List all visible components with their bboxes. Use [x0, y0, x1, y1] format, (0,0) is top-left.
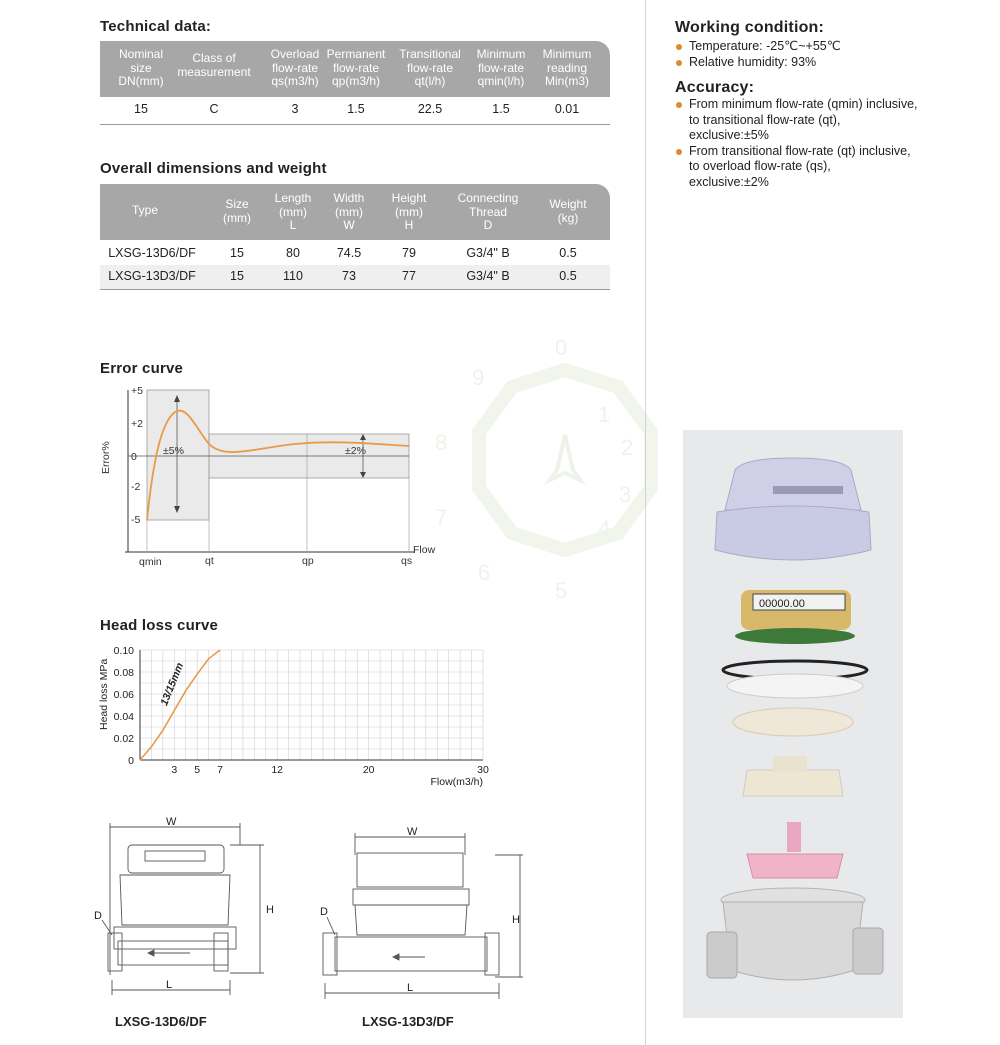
- error-y-tick: +2: [131, 418, 143, 430]
- column-divider: [645, 0, 646, 1045]
- drawing-label-left: LXSG-13D6/DF: [115, 1014, 207, 1029]
- error-y-tick: +5: [131, 385, 143, 397]
- series-label: 13/15mm: [158, 661, 187, 708]
- td-cell: G3/4" B: [466, 269, 510, 283]
- dim-h: H: [512, 914, 520, 926]
- drawing-lxsg-13d6: [90, 815, 280, 1005]
- dimensions-header: [100, 184, 610, 240]
- td-cell: 80: [286, 246, 300, 260]
- th-overload-flow: Overload flow-rate qs(m3/h): [270, 47, 320, 88]
- dim-l: L: [407, 982, 414, 994]
- table-bottom-rule: [100, 124, 610, 125]
- td-cell: 0.5: [559, 246, 577, 260]
- dial-digit: 2: [621, 435, 634, 460]
- th-class: Class of measurement: [177, 51, 251, 79]
- td-cell: 15: [230, 269, 244, 283]
- dial-watermark: [435, 330, 675, 610]
- th-weight: Weight (kg): [549, 197, 587, 225]
- bullet-dot: [676, 149, 682, 155]
- head-loss-chart: [95, 638, 505, 793]
- td-type: LXSG-13D3/DF: [108, 269, 196, 283]
- exploded-view-photo: [683, 430, 903, 1018]
- th-nominal-size: Nominal size DN(mm): [118, 47, 164, 88]
- working-condition-title: Working condition:: [675, 19, 825, 36]
- list-item: From transitional flow-rate (qt) inclusive, to overload flow-rate (qs), exclusive:±2%: [675, 144, 975, 191]
- td-cell: 110: [283, 269, 303, 283]
- x-tick-label: 7: [217, 764, 223, 776]
- accuracy-title: Accuracy:: [675, 79, 755, 96]
- dial-digit: 5: [555, 578, 568, 603]
- dim-w: W: [166, 816, 177, 828]
- th-length: Length (mm) L: [274, 191, 312, 232]
- dim-d: D: [94, 910, 102, 922]
- dial-digit: 1: [598, 402, 611, 427]
- td-cell: C: [209, 102, 219, 116]
- td-cell: 3: [291, 102, 299, 116]
- th-width: Width (mm) W: [333, 191, 365, 232]
- td-cell: 15: [134, 102, 148, 116]
- error-y-label: Error%: [100, 441, 112, 474]
- technical-data-title: Technical data:: [100, 18, 212, 35]
- th-height: Height (mm) H: [391, 191, 427, 232]
- x-tick-label: 5: [194, 764, 201, 776]
- td-cell: 74.5: [336, 246, 362, 260]
- error-x-tick: qmin: [139, 556, 162, 568]
- th-minimum-flow: Minimum flow-rate qmin(l/h): [476, 47, 526, 88]
- dim-d: D: [320, 906, 328, 918]
- th-minimum-reading: Minimum reading Min(m3): [542, 47, 592, 88]
- list-item: From minimum flow-rate (qmin) inclusive, to transitional flow-rate (qt), exclusive:±5%: [675, 97, 975, 144]
- bullet-dot: [676, 102, 682, 108]
- td-cell: 79: [402, 246, 416, 260]
- th-permanent-flow: Permanent flow-rate qp(m3/h): [326, 47, 386, 88]
- th-type: Type: [131, 203, 158, 217]
- x-axis-label: Flow(m3/h): [430, 776, 483, 788]
- dim-h: H: [266, 904, 274, 916]
- y-axis-label: Head loss MPa: [98, 658, 110, 730]
- th-connecting-thread: Connecting Thread D: [457, 191, 519, 232]
- error-x-tick: qt: [205, 555, 214, 567]
- dial-digit: 8: [435, 430, 448, 455]
- y-tick-label: 0.06: [113, 689, 134, 701]
- dimensions-title: Overall dimensions and weight: [100, 160, 327, 177]
- dimensions-row: [100, 241, 610, 265]
- bullet-dot: [676, 60, 682, 66]
- dial-digit: 6: [478, 560, 491, 585]
- dial-digit: 3: [619, 482, 632, 507]
- accuracy-list: [675, 97, 975, 190]
- error-y-tick: -5: [131, 514, 141, 526]
- error-x-tick: qs: [401, 555, 413, 567]
- drawing-label-right: LXSG-13D3/DF: [362, 1014, 454, 1029]
- table-bottom-rule: [100, 289, 610, 290]
- td-cell: 77: [402, 269, 416, 283]
- dial-digit: 7: [435, 505, 448, 530]
- x-tick-label: 12: [271, 764, 284, 776]
- drawing-lxsg-13d3: [315, 825, 535, 1005]
- td-cell: G3/4" B: [466, 246, 510, 260]
- dimensions-row: [100, 265, 610, 289]
- td-cell: 0.01: [554, 102, 580, 116]
- error-curve-chart: [95, 382, 455, 572]
- x-tick-label: 20: [362, 764, 375, 776]
- list-item: Relative humidity: 93%: [675, 55, 975, 71]
- td-cell: 0.5: [559, 269, 577, 283]
- dial-digit: 0: [555, 335, 568, 360]
- th-size: Size (mm): [223, 197, 251, 225]
- technical-data-header: [100, 41, 610, 97]
- td-cell: 73: [342, 269, 356, 283]
- y-tick-label: 0.10: [113, 645, 134, 657]
- bullet-dot: [676, 44, 682, 50]
- error-y-tick: 0: [131, 451, 137, 463]
- x-tick-label: 3: [171, 764, 178, 776]
- head-loss-title: Head loss curve: [100, 617, 219, 634]
- technical-data-row: [100, 97, 610, 123]
- td-cell: 1.5: [347, 102, 365, 116]
- dial-digit: 9: [472, 365, 485, 390]
- error-x-tick: qp: [302, 555, 314, 567]
- dial-digit: 4: [598, 516, 611, 541]
- td-cell: 15: [230, 246, 244, 260]
- td-cell: 22.5: [417, 102, 443, 116]
- register-digits: 00000.00: [759, 598, 805, 610]
- error-band-label: ±2%: [345, 445, 366, 457]
- td-cell: 1.5: [492, 102, 510, 116]
- error-y-tick: -2: [131, 481, 141, 493]
- th-transitional-flow: Transitional flow-rate qt(l/h): [399, 47, 461, 88]
- td-type: LXSG-13D6/DF: [108, 246, 196, 260]
- y-tick-label: 0: [128, 755, 134, 767]
- x-tick-label: 30: [477, 764, 489, 776]
- error-x-label: Flow: [413, 544, 436, 556]
- list-item: Temperature: -25℃~+55℃: [675, 39, 975, 55]
- y-tick-label: 0.08: [113, 667, 134, 679]
- working-condition-list: [675, 39, 975, 70]
- error-curve-title: Error curve: [100, 360, 184, 377]
- y-tick-label: 0.02: [113, 733, 134, 745]
- y-tick-label: 0.04: [113, 711, 134, 723]
- error-band-label: ±5%: [163, 445, 184, 457]
- dim-l: L: [166, 979, 173, 991]
- dim-w: W: [407, 826, 418, 838]
